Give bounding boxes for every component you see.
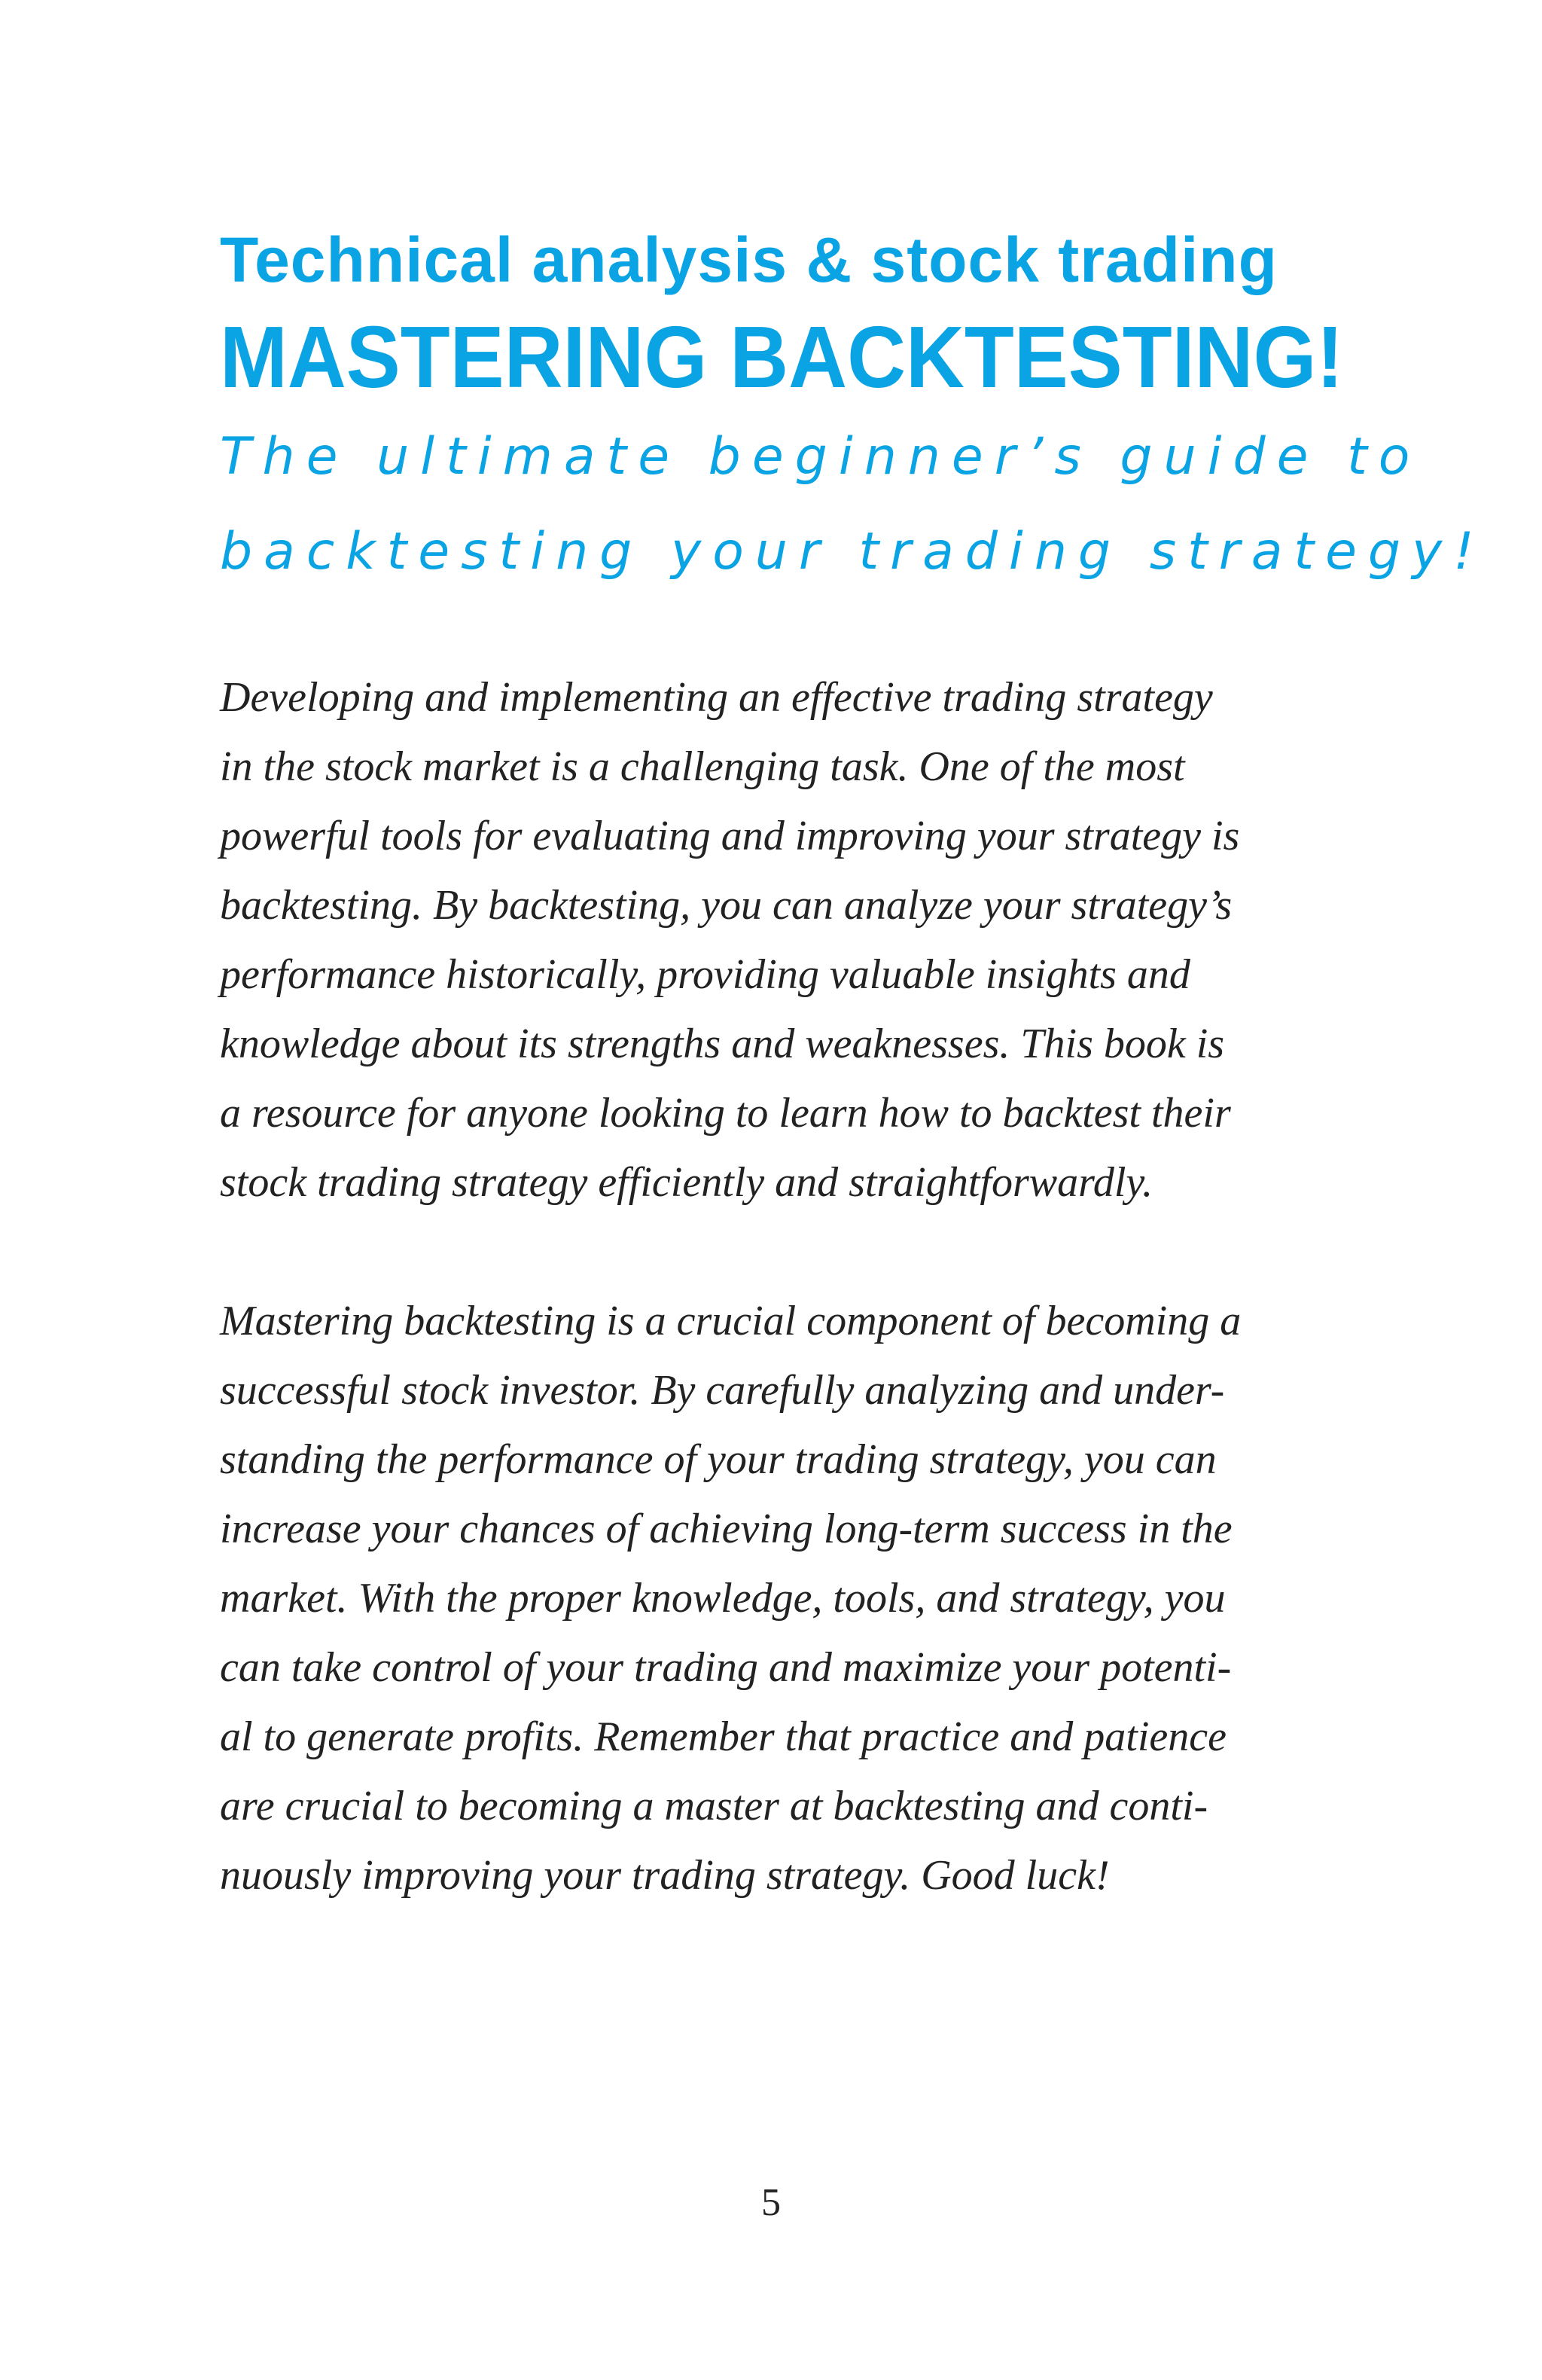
- paragraph-2: [220, 1286, 1334, 1910]
- header-kicker: Technical analysis & stock trading: [220, 224, 1278, 295]
- paragraph-line: can take control of your trading and maximize your potenti-: [220, 1644, 1232, 1691]
- paragraph-line: market. With the proper knowledge, tools, and strategy, you: [220, 1575, 1226, 1622]
- paragraph-line: al to generate profits. Remember that practice and patience: [220, 1713, 1227, 1760]
- paragraph-line: are crucial to becoming a master at backtesting and conti-: [220, 1783, 1208, 1829]
- paragraph-line: powerful tools for evaluating and improving your strategy is: [220, 813, 1240, 859]
- paragraph-line: standing the performance of your trading strategy, you can: [220, 1436, 1217, 1483]
- paragraph-line: successful stock investor. By carefully analyzing and under-: [220, 1367, 1225, 1414]
- paragraph-line: nuously improving your trading strategy. Good luck!: [220, 1852, 1110, 1899]
- paragraph-line: knowledge about its strengths and weaknesses. This book is: [220, 1021, 1225, 1067]
- paragraph-line: a resource for anyone looking to learn how to backtest their: [220, 1090, 1231, 1137]
- subtitle-line-2: backtesting your trading strategy!: [220, 522, 1486, 581]
- chapter-header: [220, 218, 1486, 600]
- body-text: [220, 663, 1334, 1910]
- paragraph-line: Developing and implementing an effective trading strategy: [220, 674, 1213, 721]
- paragraph-line: stock trading strategy efficiently and straightforwardly.: [220, 1159, 1153, 1206]
- page-number: 5: [761, 2181, 781, 2224]
- paragraph-line: performance historically, providing valuable insights and: [220, 951, 1190, 998]
- paragraph-line: in the stock market is a challenging task. One of the most: [220, 743, 1185, 790]
- book-title: MASTERING BACKTESTING!: [220, 308, 1344, 406]
- paragraph-line: increase your chances of achieving long-term success in the: [220, 1506, 1233, 1552]
- paragraph-line: backtesting. By backtesting, you can analyze your strategy’s: [220, 882, 1233, 929]
- subtitle-line-1: The ultimate beginner’s guide to: [220, 427, 1422, 487]
- paragraph-1: [220, 663, 1334, 1217]
- paragraph-line: Mastering backtesting is a crucial component of becoming a: [220, 1298, 1242, 1344]
